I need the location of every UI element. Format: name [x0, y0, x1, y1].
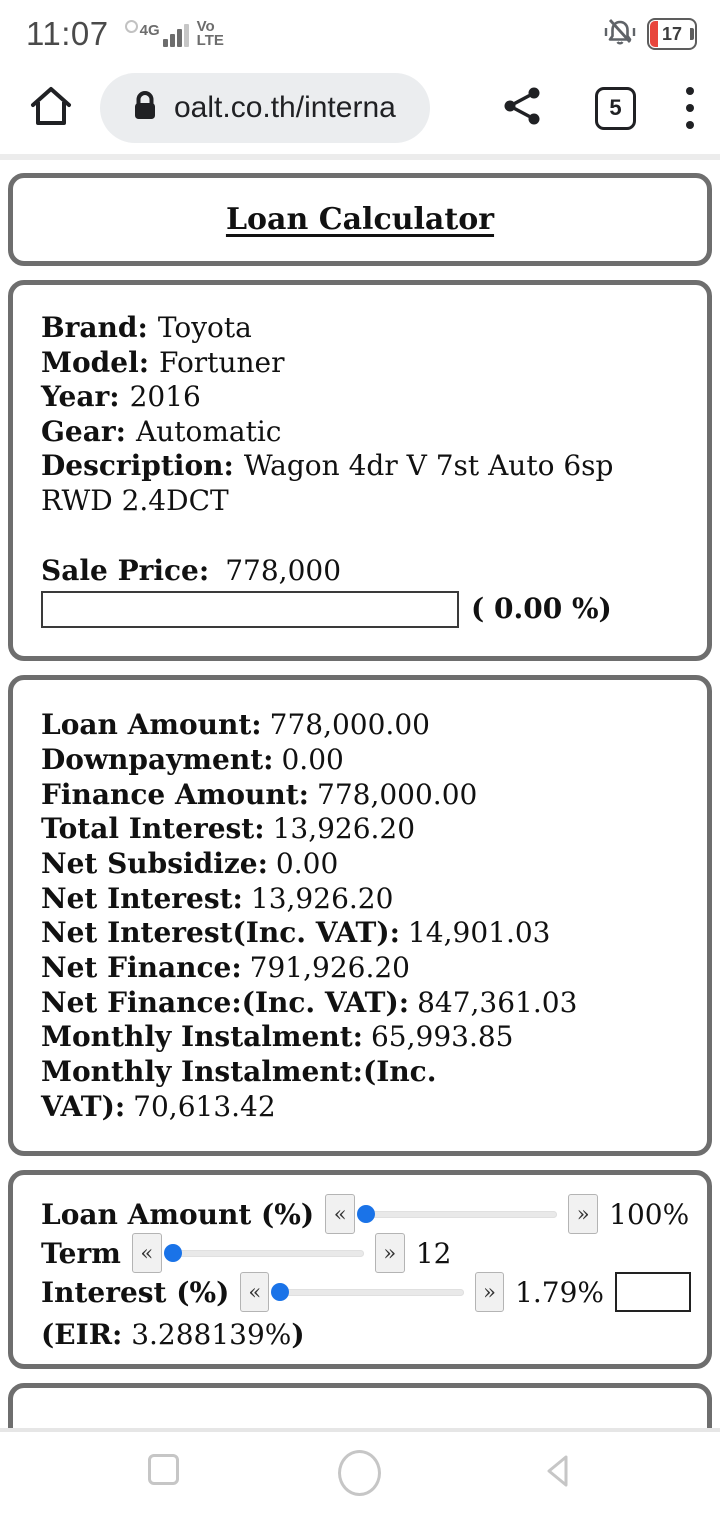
clock: 11:07	[26, 15, 109, 52]
interest-input[interactable]	[615, 1272, 691, 1312]
recents-icon[interactable]	[148, 1454, 179, 1485]
browser-toolbar	[0, 62, 720, 154]
slider-thumb[interactable]	[271, 1283, 289, 1301]
status-bar	[0, 0, 720, 62]
vehicle-card	[8, 280, 712, 661]
data-activity-icon	[125, 20, 138, 33]
vehicle-brand-line: Brand: Toyota	[41, 311, 252, 344]
slider-thumb[interactable]	[357, 1205, 375, 1223]
loan-summary-card	[8, 675, 712, 1155]
network-status	[125, 17, 224, 49]
browser-menu-button[interactable]	[680, 83, 700, 133]
network-type-label: 4G	[139, 21, 160, 39]
summary-row: Net Interest(Inc. VAT): 14,901.03	[41, 916, 551, 950]
url-bar[interactable]	[100, 73, 430, 143]
sale-price-input[interactable]	[41, 591, 459, 628]
slider-thumb[interactable]	[164, 1244, 182, 1262]
tab-count: 5	[609, 95, 622, 120]
interest-slider[interactable]	[280, 1289, 464, 1296]
sale-percent-note: ( 0.00 %)	[471, 592, 612, 626]
summary-row: Loan Amount: 778,000.00	[41, 708, 430, 742]
summary-row: Net Subsidize: 0.00	[41, 846, 339, 880]
summary-row: Monthly Instalment: 65,993.85	[41, 1020, 514, 1054]
tab-switcher-button[interactable]	[595, 87, 636, 130]
share-icon[interactable]	[501, 84, 543, 132]
home-button[interactable]	[28, 82, 74, 134]
vehicle-year-line: Year: 2016	[41, 380, 201, 414]
term-decrease-button[interactable]: «	[132, 1233, 162, 1273]
interest-control-row	[41, 1273, 691, 1312]
vehicle-description-line: Description: Wagon 4dr V 7st Auto 6sp RWD 2.4DCT	[41, 449, 614, 517]
interest-decrease-button[interactable]: «	[240, 1272, 269, 1312]
home-nav-icon[interactable]	[338, 1450, 381, 1496]
web-page-content	[0, 160, 720, 1517]
interest-value: 1.79%	[515, 1275, 605, 1309]
loan-amount-decrease-button[interactable]: «	[325, 1194, 355, 1234]
summary-row: Monthly Instalment:(Inc. VAT): 70,613.42	[41, 1055, 437, 1123]
term-increase-button[interactable]: »	[375, 1233, 405, 1273]
summary-row: Net Finance: 791,926.20	[41, 951, 410, 985]
summary-row: Finance Amount: 778,000.00	[41, 777, 478, 811]
loan-controls-card	[8, 1170, 712, 1369]
loan-amount-control-row	[41, 1195, 691, 1234]
summary-row: Net Interest: 13,926.20	[41, 881, 394, 915]
summary-row: Downpayment: 0.00	[41, 742, 344, 776]
term-control-row	[41, 1234, 691, 1273]
vehicle-model-line: Model: Fortuner	[41, 345, 285, 379]
volte-icon: Vo LTE	[196, 17, 224, 49]
url-text: oalt.co.th/interna	[174, 91, 396, 124]
battery-indicator	[647, 18, 694, 50]
term-slider[interactable]	[173, 1250, 364, 1257]
eir-line: (EIR: 3.288139%)	[41, 1317, 305, 1351]
android-navigation-bar	[0, 1428, 720, 1520]
lock-icon[interactable]	[132, 90, 158, 126]
term-label: Term	[41, 1236, 121, 1270]
sale-price-line: Sale Price: 778,000	[41, 553, 342, 587]
summary-row: Total Interest: 13,926.20	[41, 812, 416, 846]
loan-amount-label: Loan Amount (%)	[41, 1197, 315, 1231]
signal-strength-icon	[163, 24, 189, 47]
loan-amount-increase-button[interactable]: »	[568, 1194, 598, 1234]
loan-amount-slider[interactable]	[366, 1211, 557, 1218]
back-icon[interactable]	[537, 1450, 579, 1496]
page-title: Loan Calculator	[225, 202, 495, 237]
summary-row: Net Finance:(Inc. VAT): 847,361.03	[41, 985, 578, 1019]
battery-level-fill	[650, 21, 658, 47]
vibrate-mute-icon	[603, 16, 637, 52]
title-card	[8, 173, 712, 266]
loan-amount-value: 100%	[609, 1197, 690, 1231]
interest-increase-button[interactable]: »	[475, 1272, 504, 1312]
vehicle-gear-line: Gear: Automatic	[41, 414, 282, 448]
interest-label: Interest (%)	[41, 1275, 230, 1309]
battery-icon: 17	[647, 18, 697, 50]
term-value: 12	[415, 1236, 452, 1270]
